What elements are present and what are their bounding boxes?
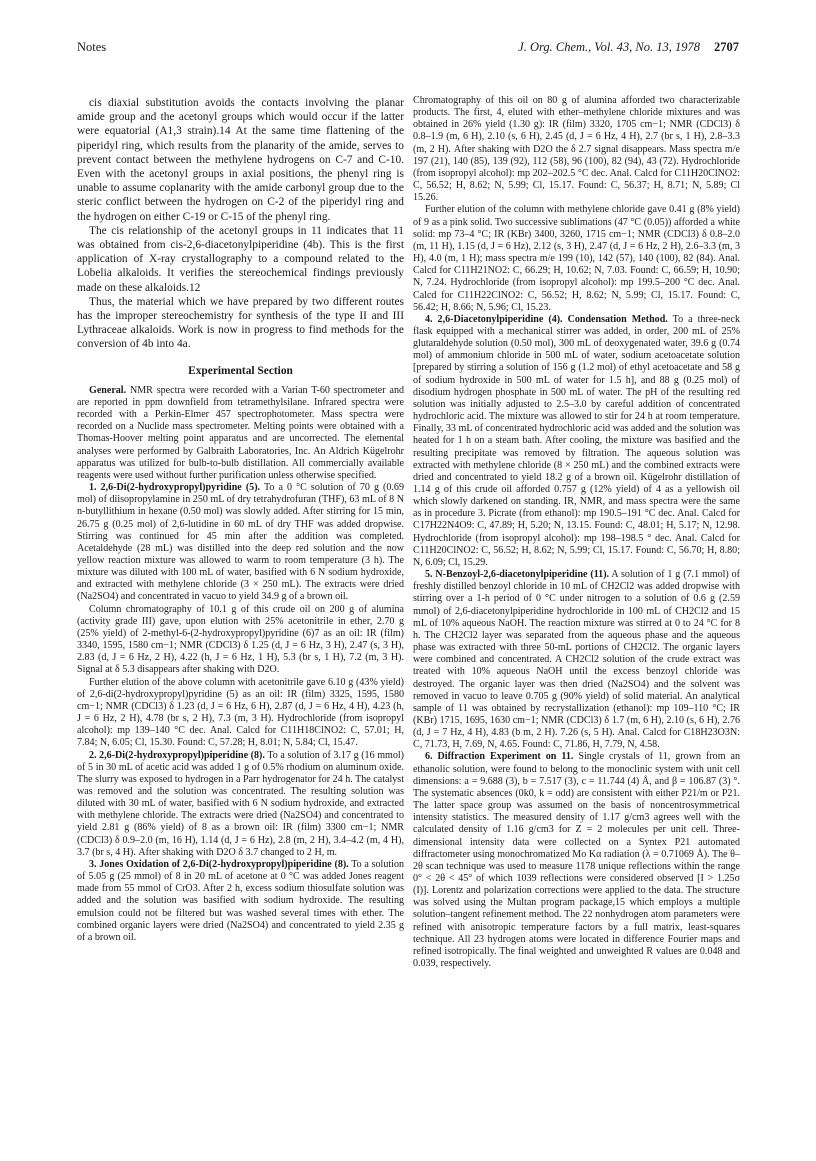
- left-column: [77, 96, 404, 944]
- paragraph-heading: General.: [89, 384, 127, 396]
- section-heading: Experimental Section: [188, 364, 293, 377]
- journal-citation: [518, 40, 739, 55]
- paragraph-body: A solution of 1 g (7.1 mmol) of freshly distilled benzoyl chloride in 10 mL of CH2Cl2 was added dropwise with stirring over a 1-h period of 0 °C under nitrogen to a solution of 0.6 g (2.59 mmol) of 2,6-diacetonylpiperidine hydrochloride in 100 mL of CH2Cl2 and 15 mL of 10% aqueous NaOH. The reaction mixture was stirred at 0 to 24 °C for 8 h. The CH2Cl2 layer was separated from the aqueous phase and the aqueous phase was extracted with three 50-mL portions of CH2Cl2. The organic layers were combined and concentrated. A CH2Cl2 solution of the crude extract was treated with 10% aqueous NaOH until the excess benzoyl chloride was destroyed. The organic layer was then dried (Na2SO4) and the solvent was removed in vacuo to leave 0.705 g (90% yield) of solid material. An analytical sample of 11 was obtained by recrystallization (ethanol): mp 109–110 °C; IR (KBr) 1715, 1695, 1630 cm−1; NMR (CDCl3) δ 1.7 (m, 6 H), 2.10 (s, 6 H), 2.76 (d, J = 7 Hz, 4 H), 4.83 (b m, 2 H). 7.26 (s, 5 H). Anal. Calcd for C18H23O3N: C, 71.73, H, 7.69, N, 4.65. Found: C, 71.86, H, 7.79, N, 4.58.: [413, 569, 740, 751]
- paragraph: The cis relationship of the acetonyl groups in 11 indicates that 11 was obtained from cis-2,6-diacetonylpiperidine (4b). This is the first application of X-ray crystallography to a compound related to the Lobelia alkaloids. It verifies the stereochemical findings previously made on these alkaloids.12: [77, 224, 404, 294]
- paragraph-procedure-6: [413, 751, 740, 970]
- paragraph-heading: 2. 2,6-Di(2-hydroxypropyl)piperidine (8).: [89, 749, 265, 761]
- paragraph: Column chromatography of 10.1 g of this crude oil on 200 g of alumina (activity grade III) gave, upon elution with 25% acetonitrile in ether, 2.70 g (25% yield) of 2-methyl-6-(2-hydroxypropyl)pyridine (6)7 as an oil: IR (film) 3340, 1595, 1580 cm−1; NMR (CDCl3) δ 1.25 (d, J = 6 Hz, 3 H), 2.47 (s, 3 H), 2.83 (d, J = 6 Hz, 2 H), 4.22 (h, J = 6 Hz, 1 H), 5.3 (br s, 1 H), 7.2 (m, 3 H). Signal at δ 5.3 disappears after shaking with D2O.: [77, 603, 404, 676]
- paragraph: Thus, the material which we have prepared by two different routes has the improper stereochemistry for synthesis of the type II and III Lythraceae alkaloids. Work is now in progress to find methods for the conversion of 4b into 4a.: [77, 295, 404, 351]
- paragraph-procedure-1: [77, 482, 404, 604]
- right-column: [413, 95, 740, 970]
- paragraph-heading: 3. Jones Oxidation of 2,6-Di(2-hydroxypropyl)piperidine (8).: [89, 858, 349, 870]
- paragraph-general: [77, 385, 404, 482]
- running-header: [77, 40, 739, 60]
- section-label: Notes: [77, 40, 107, 54]
- paragraph: Further elution of the above column with acetonitrile gave 6.10 g (43% yield) of 2,6-di(2-hydroxypropyl)pyridine (5) as an oil: IR (film) 3325, 1595, 1580 cm−1; NMR (CDCl3) δ 1.23 (d, J = 6 Hz, 6 H), 2.87 (d, J = 6 Hz, 4 H), 4.23 (h, J = 6 Hz, 2 H), 4.78 (br s, 2 H), 7.3 (m, 3 H). Hydrochloride (from isopropyl alcohol): mp 139–140 °C dec. Anal. Calcd for C11H18ClNO2: C, 57.01; H, 7.84; N, 6.05; Cl, 15.30. Found: C, 57.28; H, 8.01; N, 5.84; Cl, 15.47.: [77, 676, 404, 749]
- paragraph: Chromatography of this oil on 80 g of alumina afforded two characterizable products. The first, 4, eluted with ether–methylene chloride mixtures and was obtained in 26% yield (1.30 g): IR (film) 3320, 1705 cm−1; NMR (CDCl3) δ 0.8–1.9 (m, 6 H), 2.10 (s, 6 H), 2.45 (d, J = 6 Hz, 4 H), 2.7 (br s, 1 H), 2.8–3.3 (m, 2 H). After shaking with D2O the δ 2.7 signal disappears. Mass spectra m/e 197 (21), 140 (85), 139 (92), 112 (58), 96 (100), 82 (94), 43 (72). Hydrochloride (from isopropyl alcohol): mp 202–202.5 °C dec. Anal. Calcd for C11H20ClNO2: C, 56.52; H, 8.62; N, 5.99; Cl, 15.17. Found: C, 56.37; H, 8.71; N, 5.89; Cl 15.26.: [413, 95, 740, 204]
- paragraph-heading: 5. N-Benzoyl-2,6-diacetonylpiperidine (11).: [425, 569, 610, 581]
- paragraph-body: To a solution of 5.05 g (25 mmol) of 8 in 20 mL of acetone at 0 °C was added Jones reagent made from 55 mmol of CrO3. After 2 h, excess sodium thiosulfate solution was added and the solution was basified with sodium hydroxide. The resulting emulsion could not be filtered but was washed several times with ether. The combined organic layers were dried (Na2SO4) and concentrated to yield 2.35 g of a brown oil.: [77, 858, 404, 943]
- paragraph-body: Single crystals of 11, grown from an ethanolic solution, were found to belong to the monoclinic system with unit cell dimensions: a = 9.688 (3), b = 7.517 (3), c = 11.744 (4) Å, and β = 106.87 (3) °. The systematic absences (0k0, k = odd) are consistent with either P21/m or P21. The latter space group was assumed on the basis of noncentrosymmetrical intensity statistics. The measured density of 1.17 g/cm3 agrees well with the calculated density of 1.16 g/cm3 for Z = 2 molecules per unit cell. Three-dimensional intensity data were collected on a Syntex P21 automated diffractometer using monochromatized Mo Kα radiation (λ = 0.71069 Å). The θ–2θ scan technique was used to measure 1178 unique reflections within the range 0° < 2θ < 45° of which 1039 reflections were considered observed [I > 1.25σ (I)]. Lorentz and polarization corrections were applied to the data. The structure was solved using the Multan program package,15 which employs a multiple solution–tangent refinement method. The 22 nonhydrogen atom parameters were refined with anisotropic temperature factors by a full matrix, least-squares technique. All 23 hydrogen atoms were located in difference Fourier maps and refined isotropically. The final weighted and unweighted R values are 0.048 and 0.039, respectively.: [413, 751, 740, 970]
- paragraph-procedure-3: [77, 859, 404, 944]
- paragraph-body: To a three-neck flask equipped with a mechanical stirrer was added, in order, 200 mL of 25% glutaraldehyde solution (0.50 mol), 300 mL of deoxygenated water, 39.6 g (0.74 mol) of ammonium chloride in 500 mL of water, sodium acetoacetate solution [prepared by stirring a solution of 156 g (1.2 mol) of ethyl acetoacetate and 58 g of sodium hydroxide in 500 mL of water for 1.5 h], and 88 g (0.25 mol) of disodium hydrogen phosphate in 500 mL of water. The pH of the resulting red solution was initially adjusted to 2.5–3.0 by careful addition of concentrated hydrochloric acid. The mixture was allowed to stir for 24 h at room temperature. Finally, 33 mL of concentrated hydrochloric acid was added and the solution was heated for 1 h on a steam bath. After cooling, the mixture was basified and the resulting precipitate was removed by filtration. The aqueous solution was extracted with methylene chloride (8 × 250 mL) and the combined extracts were dried and concentrated to yield 18.2 g of a brown oil. Kügelrohr distillation of 1.14 g of this crude oil afforded 0.757 g (12% yield) of 4 as a yellowish oil which slowly darkened on standing. IR, NMR, and mass spectra were the same as in procedure 3. Picrate (from ethanol): mp 190.5–191 °C dec. Anal. Calcd for C17H22N4O9: C, 47.89; H, 5.20; N, 13.15. Found: C, 48.01; H, 5.17; N, 12.98. Hydrochloride (from isopropyl alcohol): mp 198–198.5 ° dec. Anal. Calcd for C11H20ClNO2: C, 56.52; H, 8.62; N, 5.99; Cl, 15.17. Found: C, 56.70; H, 8.80; N, 6.09; Cl, 15.29.: [413, 313, 740, 568]
- journal-name: J. Org. Chem., Vol. 43, No. 13, 1978: [518, 40, 700, 54]
- page-number: 2707: [714, 40, 739, 54]
- paragraph: Further elution of the column with methylene chloride gave 0.41 g (8% yield) of 9 as a pink solid. Two successive sublimations (47 °C (0.05)) afforded a white solid: mp 73–4 °C; IR (KBr) 3400, 3260, 1715 cm−1; NMR (CDCl3) δ 0.8–2.0 (m, 11 H), 1.15 (d, J = 6 Hz), 2.12 (s, 3 H), 2.47 (d, J = 6 Hz, 2 H), 2.6–3.3 (m, 3 H), 4.0 (m, 1 H); mass spectra m/e 199 (10), 142 (57), 140 (100), 82 (84). Anal. Calcd for C11H21NO2: C, 66.29; H, 10.62; N, 7.03. Found: C, 66.59; H, 10.90; N, 7.24. Hydrochloride (from isopropyl alcohol): mp 199.5–200 °C dec. Anal. Calcd for C11H22ClNO2: C, 56.52; H, 8.62; N, 5.99; Cl, 15.17. Found: C, 56.42; H, 8.66; N, 5.96; Cl, 15.23.: [413, 204, 740, 313]
- paragraph-body: NMR spectra were recorded with a Varian T-60 spectrometer and are reported in ppm downfield from tetramethylsilane. Infrared spectra were recorded with a Perkin-Elmer 457 spectrophotometer. Mass spectra were recorded on a Nuclide mass spectrometer. Melting points were obtained with a Thomas-Hoover melting point apparatus and are uncorrected. The elemental analyses were performed by Galbraith Laboratories, Inc. An Aldrich Kügelrohr apparatus was utilized for bulb-to-bulb distillation. All commercially available reagents were used without further purification unless otherwise specified.: [77, 384, 404, 481]
- paragraph-procedure-5: [413, 569, 740, 751]
- paragraph-procedure-4: [413, 314, 740, 569]
- paragraph-body: To a 0 °C solution of 70 g (0.69 mol) of diisopropylamine in 250 mL of dry tetrahydrofuran (THF), 63 mL of 8 N n-butyllithium in hexane (0.50 mol) was slowly added. After stirring for 15 min, 26.75 g (0.25 mol) of 2,6-lutidine in 60 mL of dry THF was added dropwise. Stirring was continued for 45 min after the addition was completed. Acetaldehyde (28 mL) was distilled into the deep red solution and the now yellow reaction mixture was allowed to warm to room temperature (3 h). The mixture was diluted with 100 mL of water, basified with 6 N sodium hydroxide, and extracted with methylene chloride (3 × 250 mL). The extracts were dried (Na2SO4) and concentrated in vacuo to yield 34.9 g of a brown oil.: [77, 482, 404, 603]
- paragraph-heading: 6. Diffraction Experiment on 11.: [425, 751, 574, 763]
- discussion-text: [77, 96, 404, 352]
- paragraph-heading: 1. 2,6-Di(2-hydroxypropyl)pyridine (5).: [89, 482, 261, 494]
- paragraph: cis diaxial substitution avoids the contacts involving the planar amide group and the acetonyl groups which would occur if the latter were equatorial (A1,3 strain).14 At the same time flattening of the piperidyl ring, which results from the planarity of the amide, serves to prevent contact between the methylene hydrogens on C-7 and C-10. Even with the acetonyl groups in axial positions, the phenyl ring is unable to assume coplanarity with the amide carbonyl group due to the steric conflict between the hydrogen on C-2 of the piperidyl ring and the hydrogen on either C-19 or C-15 of the phenyl ring.: [77, 97, 404, 223]
- paragraph-heading: 4. 2,6-Diacetonylpiperidine (4). Condensation Method.: [425, 313, 668, 325]
- paragraph-body: To a solution of 3.17 g (16 mmol) of 5 in 30 mL of acetic acid was added 1 g of 0.5% rhodium on aluminum oxide. The slurry was exposed to hydrogen in a Parr hydrogenator for 24 h. The catalyst was removed and the solution was concentrated. The resulting solution was diluted with 30 mL of water, basified with 6 N sodium hydroxide, and extracted with methylene chloride. The extracts were dried (Na2SO4) and concentrated to yield 2.81 g (86% yield) of 8 as a brown oil: IR (film) 3300 cm−1; NMR (CDCl3) δ 0.9–2.0 (m, 16 H), 1.14 (d, J = 6 Hz), 2.8 (m, 2 H), 3.4–4.2 (m, 4 H), 3.7 (br s, 4 H). After shaking with D2O δ 3.7 changed to 2 H, m.: [77, 749, 404, 858]
- paragraph-procedure-2: [77, 750, 404, 859]
